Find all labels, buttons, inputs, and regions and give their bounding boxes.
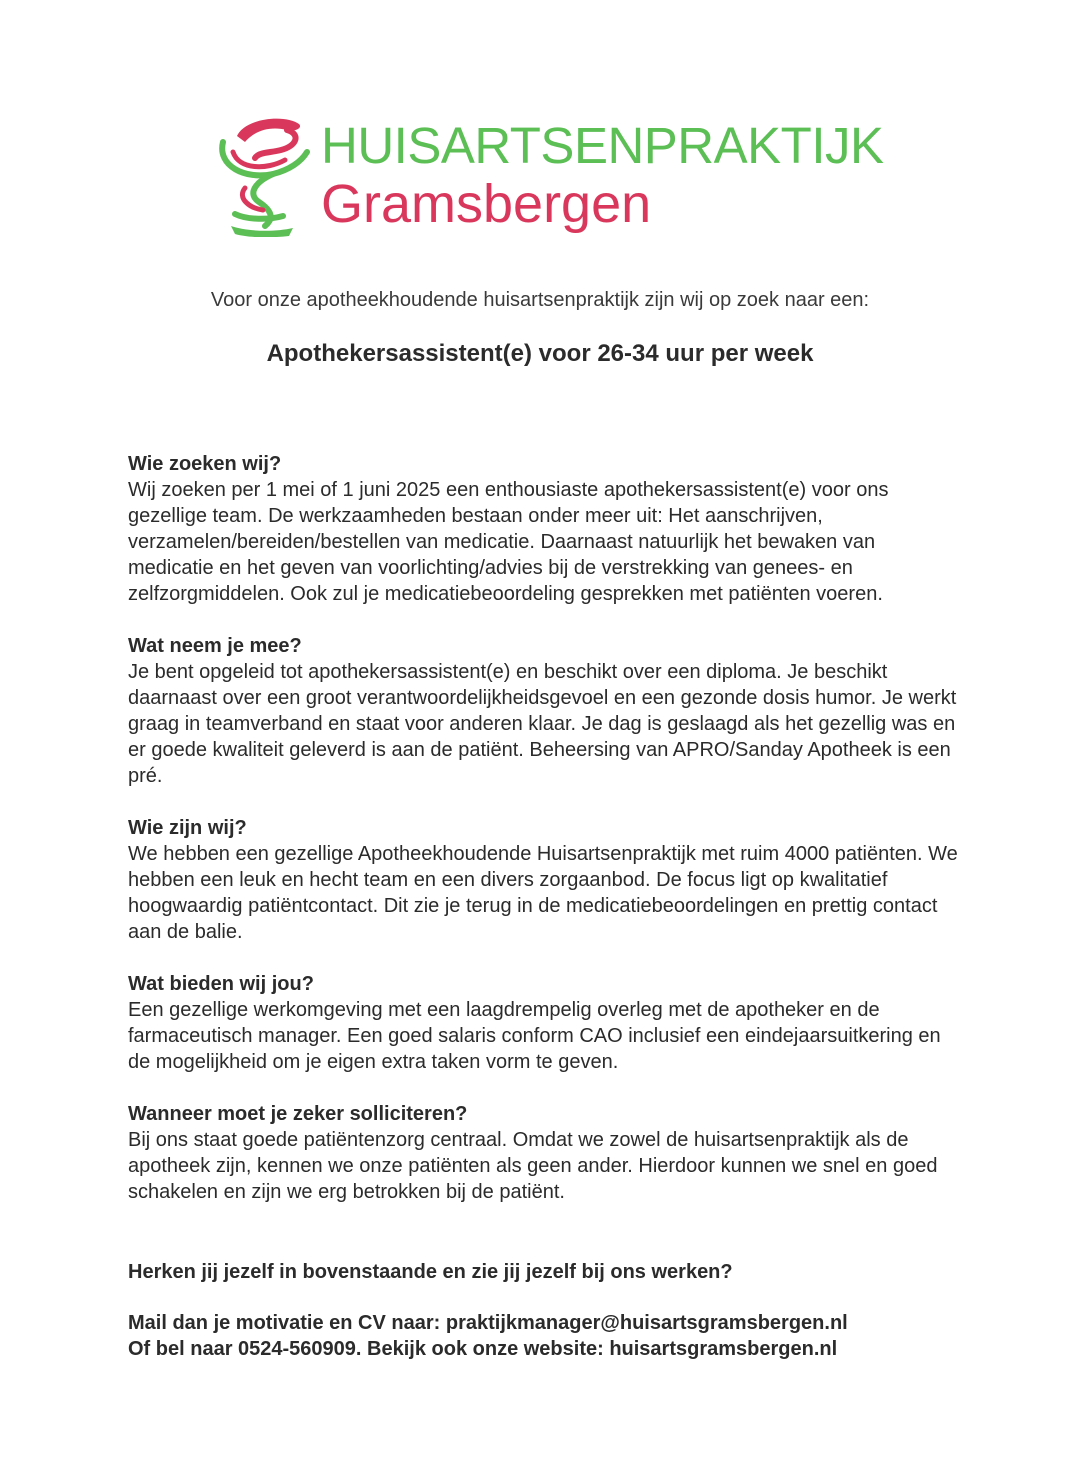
section-body: Je bent opgeleid tot apothekersassistent(e) en beschikt over een diploma. Je beschikt daarnaast over een groot verantwoordelijkheidsgevoel en een gezonde dosis humor. Je werkt graag in teamverband en staat voor anderen klaar. Je dag is geslaagd als het gezellig was en er goede kwaliteit geleverd is aan de patiënt. Beheersing van APRO/Sanday Apotheek is een pré. — [128, 661, 957, 787]
bowl-of-hygieia-icon — [215, 112, 315, 237]
phone-line: Of bel naar 0524-560909. Bekijk ook onze website: huisartsgramsbergen.nl — [128, 1338, 838, 1360]
intro-text: Voor onze apotheekhoudende huisartsenpraktijk zijn wij op zoek naar een: — [210, 289, 870, 311]
section-body: Wij zoeken per 1 mei of 1 juni 2025 een enthousiaste apothekersassistent(e) voor ons gezellige team. De werkzaamheden bestaan onder meer uit: Het aanschrijven, verzamelen/bereiden/bestellen van medicatie. Daarnaast natuurlijk het bewaken van medicatie en het geven van voorlichting/advies bij de verstrekking van genees- en zelfzorgmiddelen. Ook zul je medicatiebeoordeling gesprekken met patiënten voeren. — [128, 479, 889, 605]
section-when-to-apply — [128, 1101, 958, 1205]
section-body: We hebben een gezellige Apotheekhoudende Huisartsenpraktijk met ruim 4000 patiënten. We hebben een leuk en hecht team en een divers zorgaanbod. De focus ligt op kwalitatief hoogwaardig patiëntcontact. Dit zie je terug in de medicatiebeoordelingen en prettig contact aan de balie. — [128, 843, 958, 943]
job-title: Apothekersassistent(e) voor 26-34 uur per week — [266, 340, 814, 367]
mail-line: Mail dan je motivatie en CV naar: praktijkmanager@huisartsgramsbergen.nl — [128, 1312, 848, 1334]
section-what-you-bring — [128, 633, 958, 789]
section-body: Bij ons staat goede patiëntenzorg centraal. Omdat we zowel de huisartsenpraktijk als de apotheek zijn, kennen we onze patiënten als geen ander. Hierdoor kunnen we snel en goed schakelen en zijn we erg betrokken bij de patiënt. — [128, 1129, 938, 1203]
section-heading: Wie zoeken wij? — [128, 453, 282, 475]
closing-question: Herken jij jezelf in bovenstaande en zie jij jezelf bij ons werken? — [128, 1261, 733, 1283]
section-heading: Wie zijn wij? — [128, 817, 247, 839]
section-who-we-are — [128, 815, 958, 945]
section-who-we-seek — [128, 451, 958, 607]
practice-logo — [215, 112, 885, 242]
logo-wordmark-top: HUISARTSENPRAKTIJK — [321, 117, 884, 174]
section-body: Een gezellige werkomgeving met een laagdrempelig overleg met de apotheker en de farmaceutisch manager. Een goed salaris conform CAO inclusief een eindejaarsuitkering en de mogelijkheid om je eigen extra taken vorm te geven. — [128, 999, 941, 1073]
contact-info — [128, 1310, 958, 1362]
section-heading: Wat bieden wij jou? — [128, 973, 314, 995]
logo-wordmark-bottom: Gramsbergen — [321, 174, 652, 234]
section-heading: Wanneer moet je zeker solliciteren? — [128, 1103, 468, 1125]
section-what-we-offer — [128, 971, 958, 1075]
section-heading: Wat neem je mee? — [128, 635, 302, 657]
vacancy-content — [128, 451, 958, 1231]
